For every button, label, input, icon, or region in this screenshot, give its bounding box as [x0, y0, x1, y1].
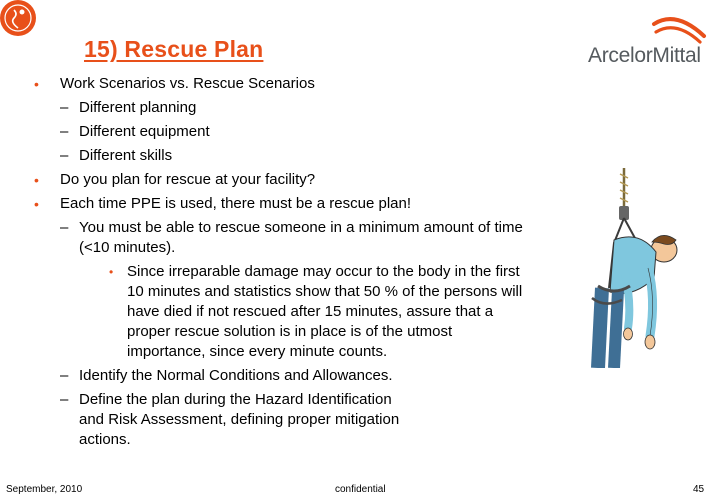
bullet-item: Work Scenarios vs. Rescue Scenarios — [60, 75, 315, 92]
dash-marker: – — [60, 367, 69, 384]
dash-marker: – — [60, 147, 69, 164]
dash-marker: – — [60, 391, 69, 408]
sub-bullet-line: and Risk Assessment, defining proper mitigation — [79, 411, 400, 428]
sub-sub-bullet-line: Since irreparable damage may occur to the body in the first — [127, 263, 520, 280]
dash-marker: – — [60, 123, 69, 140]
harness-rescue-illustration — [584, 168, 694, 368]
dash-marker: – — [60, 219, 69, 236]
sub-sub-bullet-line: proper rescue solution is in place is of the utmost — [127, 323, 453, 340]
sub-bullet-line: (<10 minutes). — [79, 239, 176, 256]
sub-bullet-line: actions. — [79, 431, 131, 448]
bullet-marker: • — [34, 76, 39, 92]
bullet-marker: • — [34, 196, 39, 212]
sub-bullet-line: Define the plan during the Hazard Identification — [79, 391, 392, 408]
dash-marker: – — [60, 99, 69, 116]
sub-bullet-line: You must be able to rescue someone in a minimum amount of time — [79, 219, 523, 236]
safety-award-logo-icon — [0, 0, 40, 40]
bullet-item: Do you plan for rescue at your facility? — [60, 171, 316, 188]
sub-bullet-item: Different equipment — [79, 123, 210, 140]
footer-date: September, 2010 — [6, 484, 83, 495]
page-title: 15) Rescue Plan — [84, 36, 264, 62]
arcelormittal-logo — [588, 12, 708, 74]
sub-sub-bullet-line: 10 minutes and statistics show that 50 % of the persons will — [127, 283, 523, 300]
bullet-item: Each time PPE is used, there must be a rescue plan! — [60, 195, 412, 212]
footer-page-number: 45 — [693, 484, 705, 495]
sub-sub-bullet-line: importance, since every minute counts. — [127, 343, 388, 360]
sub-sub-bullet-line: have died if not rescued after 15 minutes, assure that a — [127, 303, 494, 320]
sub-bullet-item: Different skills — [79, 147, 173, 164]
footer-confidential: confidential — [335, 484, 386, 495]
sub-bullet-item: Identify the Normal Conditions and Allowances. — [79, 367, 393, 384]
brand-swoosh-icon — [588, 12, 708, 46]
bullet-marker: • — [109, 265, 114, 279]
bullet-marker: • — [34, 172, 39, 188]
sub-bullet-item: Different planning — [79, 99, 197, 116]
brand-name: ArcelorMittal — [588, 44, 701, 67]
